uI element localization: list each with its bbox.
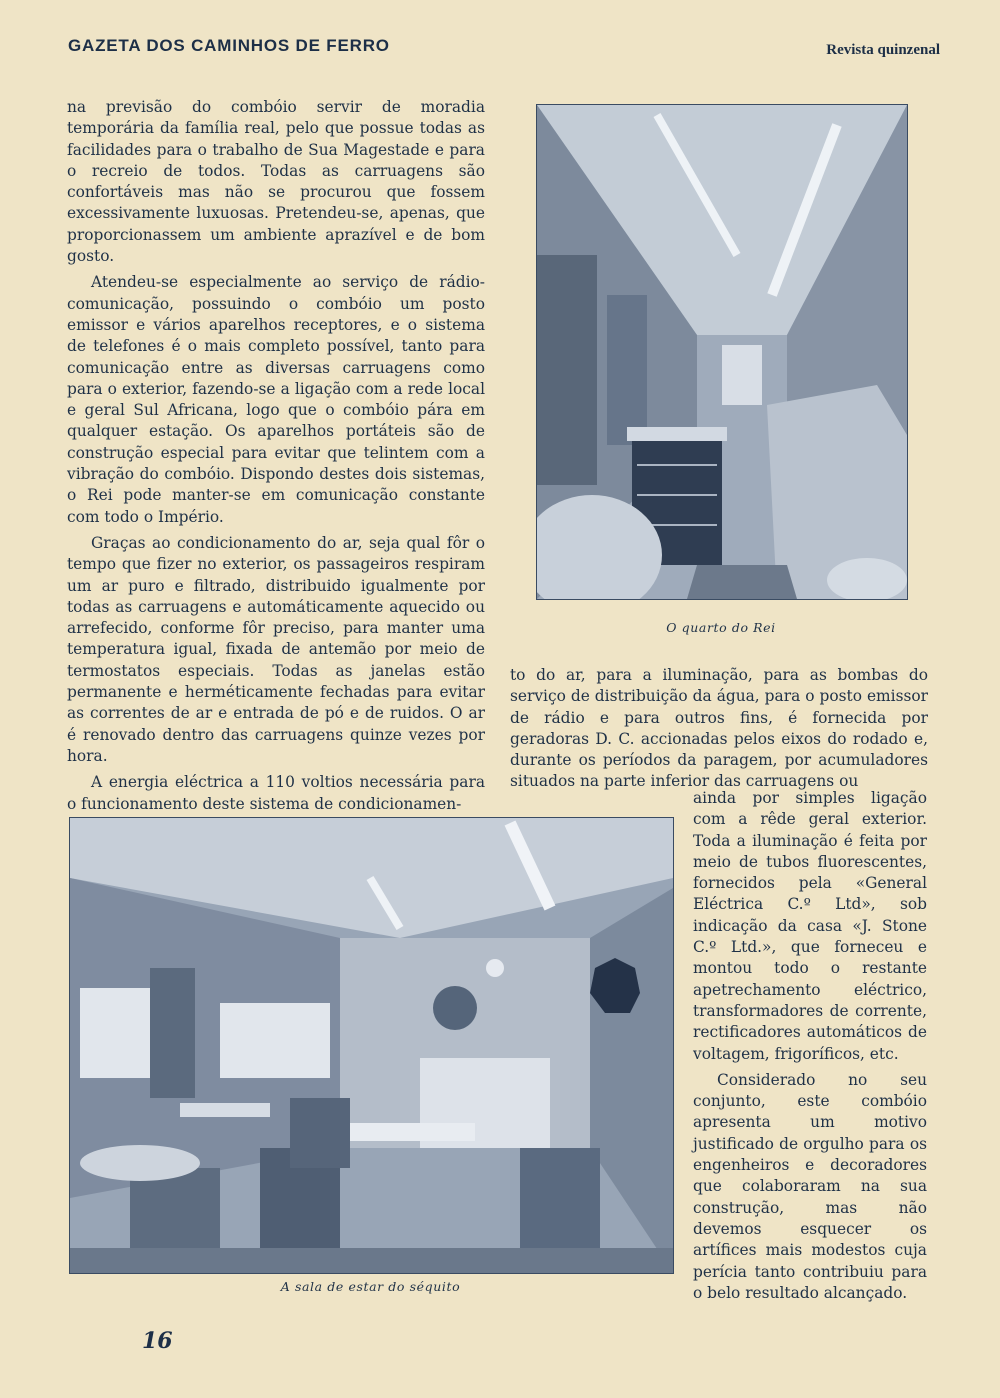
page-number: 16	[142, 1328, 173, 1354]
paragraph: Graças ao condicionamento do ar, seja qual fôr o tempo que fizer no exterior, os passageiros respiram um ar puro e filtrado, distribuido igualmente por todas as carruagens e automáticamente aquecido ou arrefecido, conforme fôr preciso, para manter uma temperatura igual, fixada de antemão por meio de termostatos especiais. Todas as janelas estão permanente e herméticamente fechadas para evitar as correntes de ar e entrada de pó e de ruidos. O ar é renovado dentro das carruagens quinze vezes por hora.	[67, 533, 485, 765]
right-text-column-narrow	[693, 788, 927, 1304]
paragraph: ainda por simples ligação com a rêde geral exterior. Toda a iluminação é feita por meio de tubos fluorescentes, fornecidos pela «General Eléctrica C.º Ltd», sob indicação da casa «J. Stone C.º Ltd.», que forneceu e montou todo o restante apetrechamento eléctrico, transformadores de corrente, rectificadores automáticos de voltagem, frigoríficos, etc.	[693, 789, 927, 1063]
right-text-column-top: to do ar, para a iluminação, para as bombas do serviço de distribuição da água, para o posto emissor de rádio e para outros fins, é fornecida por geradoras D. C. accionadas pelos eixos do rodado e, durante os períodos da paragem, por acumuladores situados na parte inferior das carruagens ou	[510, 666, 928, 791]
king-bedroom-caption: O quarto do Rei	[666, 620, 776, 635]
lounge-photo	[69, 817, 674, 1274]
running-header-subtitle: Revista quinzenal	[826, 42, 940, 58]
running-header-title: GAZETA DOS CAMINHOS DE FERRO	[68, 36, 390, 55]
paragraph: Atendeu-se especialmente ao serviço de rádio-comunicação, possuindo o combóio um posto emissor e vários aparelhos receptores, e o sistema de telefones é o mais completo possível, tanto para comunicação entre as diversas carruagens como para o exterior, fazendo-se a ligação com a rede local e geral Sul Africana, logo que o combóio pára em qualquer estação. Os aparelhos portáteis são de construção especial para evitar que telintem com a vibração do combóio. Dispondo destes dois sistemas, o Rei pode manter-se em comunicação constante com todo o Império.	[67, 273, 485, 526]
paragraph: A energia eléctrica a 110 voltios necessária para o funcionamento deste sistema de condicionamen-	[67, 773, 485, 813]
paragraph: Considerado no seu conjunto, este combóio apresenta um motivo justificado de orgulho para os engenheiros e decoradores que colaboraram na sua construção, mas não devemos esquecer os artífices mais modestos cuja perícia tanto contribuiu para o belo resultado alcançado.	[693, 1070, 927, 1302]
left-text-column	[67, 97, 485, 815]
king-bedroom-photo	[536, 104, 908, 600]
lounge-caption: A sala de estar do séquito	[280, 1279, 461, 1294]
paragraph: na previsão do combóio servir de moradia temporária da família real, pelo que possue todas as facilidades para o trabalho de Sua Magestade e para o recreio de todos. Todas as carruagens são confortáveis mas não se procurou que fossem excessivamente luxuosas. Pretendeu-se, apenas, que proporcionassem um ambiente aprazível e de bom gosto.	[67, 98, 485, 266]
